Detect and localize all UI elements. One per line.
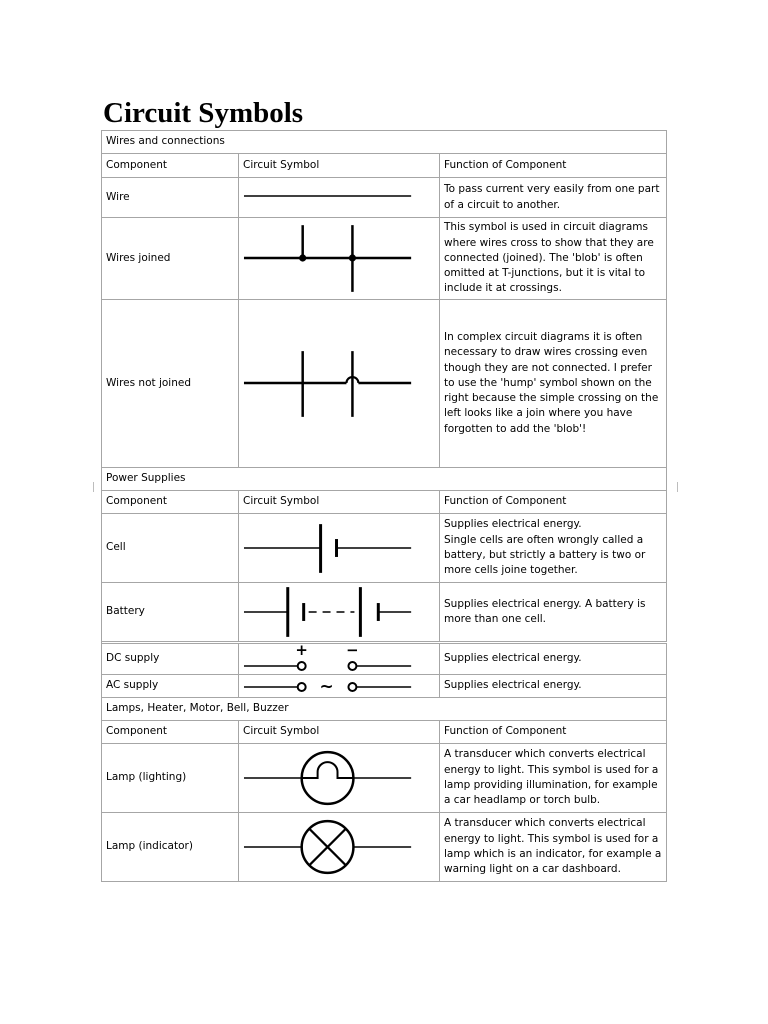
section-title: Wires and connections [102, 131, 667, 153]
ac-supply-symbol [239, 675, 440, 697]
table-row [102, 644, 667, 675]
component-name: AC supply [102, 675, 239, 697]
table-row [102, 300, 667, 468]
column-header-row [102, 491, 667, 514]
component-name: Wire [102, 178, 239, 217]
column-header-row [102, 154, 667, 178]
wires-joined-symbol [239, 218, 440, 299]
component-function: In complex circuit diagrams it is often necessary to draw wires crossing even though they are not connected. I prefer to use the 'hump' symbol shown on the right because the simple crossing on the left looks like a join where you have forgotten to add the 'blob'! [440, 300, 667, 467]
column-header-function: Function of Component [440, 721, 667, 743]
table-row [102, 675, 667, 698]
component-function: Supplies electrical energy. [440, 644, 667, 674]
component-function: To pass current very easily from one part of a circuit to another. [440, 178, 667, 217]
section-header-row [102, 131, 667, 154]
component-name: Cell [102, 514, 239, 582]
page-title: Circuit Symbols [103, 97, 304, 129]
component-name: Lamp (indicator) [102, 813, 239, 881]
section-header-row [102, 698, 667, 721]
component-name: Lamp (lighting) [102, 744, 239, 812]
column-header-component: Component [102, 491, 239, 513]
table-row [102, 178, 667, 218]
component-name: DC supply [102, 644, 239, 674]
margin-marker-right [677, 482, 678, 492]
cell-symbol [239, 514, 440, 582]
component-name: Wires joined [102, 218, 239, 299]
component-function: Supplies electrical energy. A battery is more than one cell. [440, 583, 667, 641]
column-header-symbol: Circuit Symbol [239, 721, 440, 743]
component-name: Wires not joined [102, 300, 239, 467]
margin-marker-left [93, 482, 94, 492]
column-header-function: Function of Component [440, 154, 667, 177]
lamp-lighting-symbol [239, 744, 440, 812]
dc-supply-symbol [239, 644, 440, 674]
battery-symbol [239, 583, 440, 641]
section-title: Power Supplies [102, 468, 667, 490]
column-header-symbol: Circuit Symbol [239, 491, 440, 513]
component-name: Battery [102, 583, 239, 641]
lamp-indicator-symbol [239, 813, 440, 881]
component-function: A transducer which converts electrical energy to light. This symbol is used for a lamp providing illumination, for example a car headlamp or torch bulb. [440, 744, 667, 812]
table-row [102, 583, 667, 642]
column-header-row [102, 721, 667, 744]
component-function: Supplies electrical energy. [440, 675, 667, 697]
wires-not-joined-symbol [239, 300, 440, 467]
column-header-function: Function of Component [440, 491, 667, 513]
column-header-symbol: Circuit Symbol [239, 154, 440, 177]
column-header-component: Component [102, 721, 239, 743]
plus-sign: + [295, 644, 308, 659]
table-row [102, 744, 667, 813]
section-header-row [102, 468, 667, 491]
component-function: Supplies electrical energy. Single cells are often wrongly called a battery, but strictly a battery is two or more cells joine together. [440, 514, 667, 582]
table-row [102, 813, 667, 882]
circuit-symbols-table [101, 130, 667, 882]
component-function: This symbol is used in circuit diagrams where wires cross to show that they are connected (joined). The 'blob' is often omitted at T-junctions, but it is vital to include it at crossings. [440, 218, 667, 299]
table-row [102, 514, 667, 583]
column-header-component: Component [102, 154, 239, 177]
minus-sign: − [346, 644, 359, 659]
wire-symbol [239, 178, 440, 217]
section-title: Lamps, Heater, Motor, Bell, Buzzer [102, 698, 667, 720]
table-row [102, 218, 667, 300]
tilde-sign: ~ [319, 675, 334, 696]
component-function: A transducer which converts electrical energy to light. This symbol is used for a lamp which is an indicator, for example a warning light on a car dashboard. [440, 813, 667, 881]
